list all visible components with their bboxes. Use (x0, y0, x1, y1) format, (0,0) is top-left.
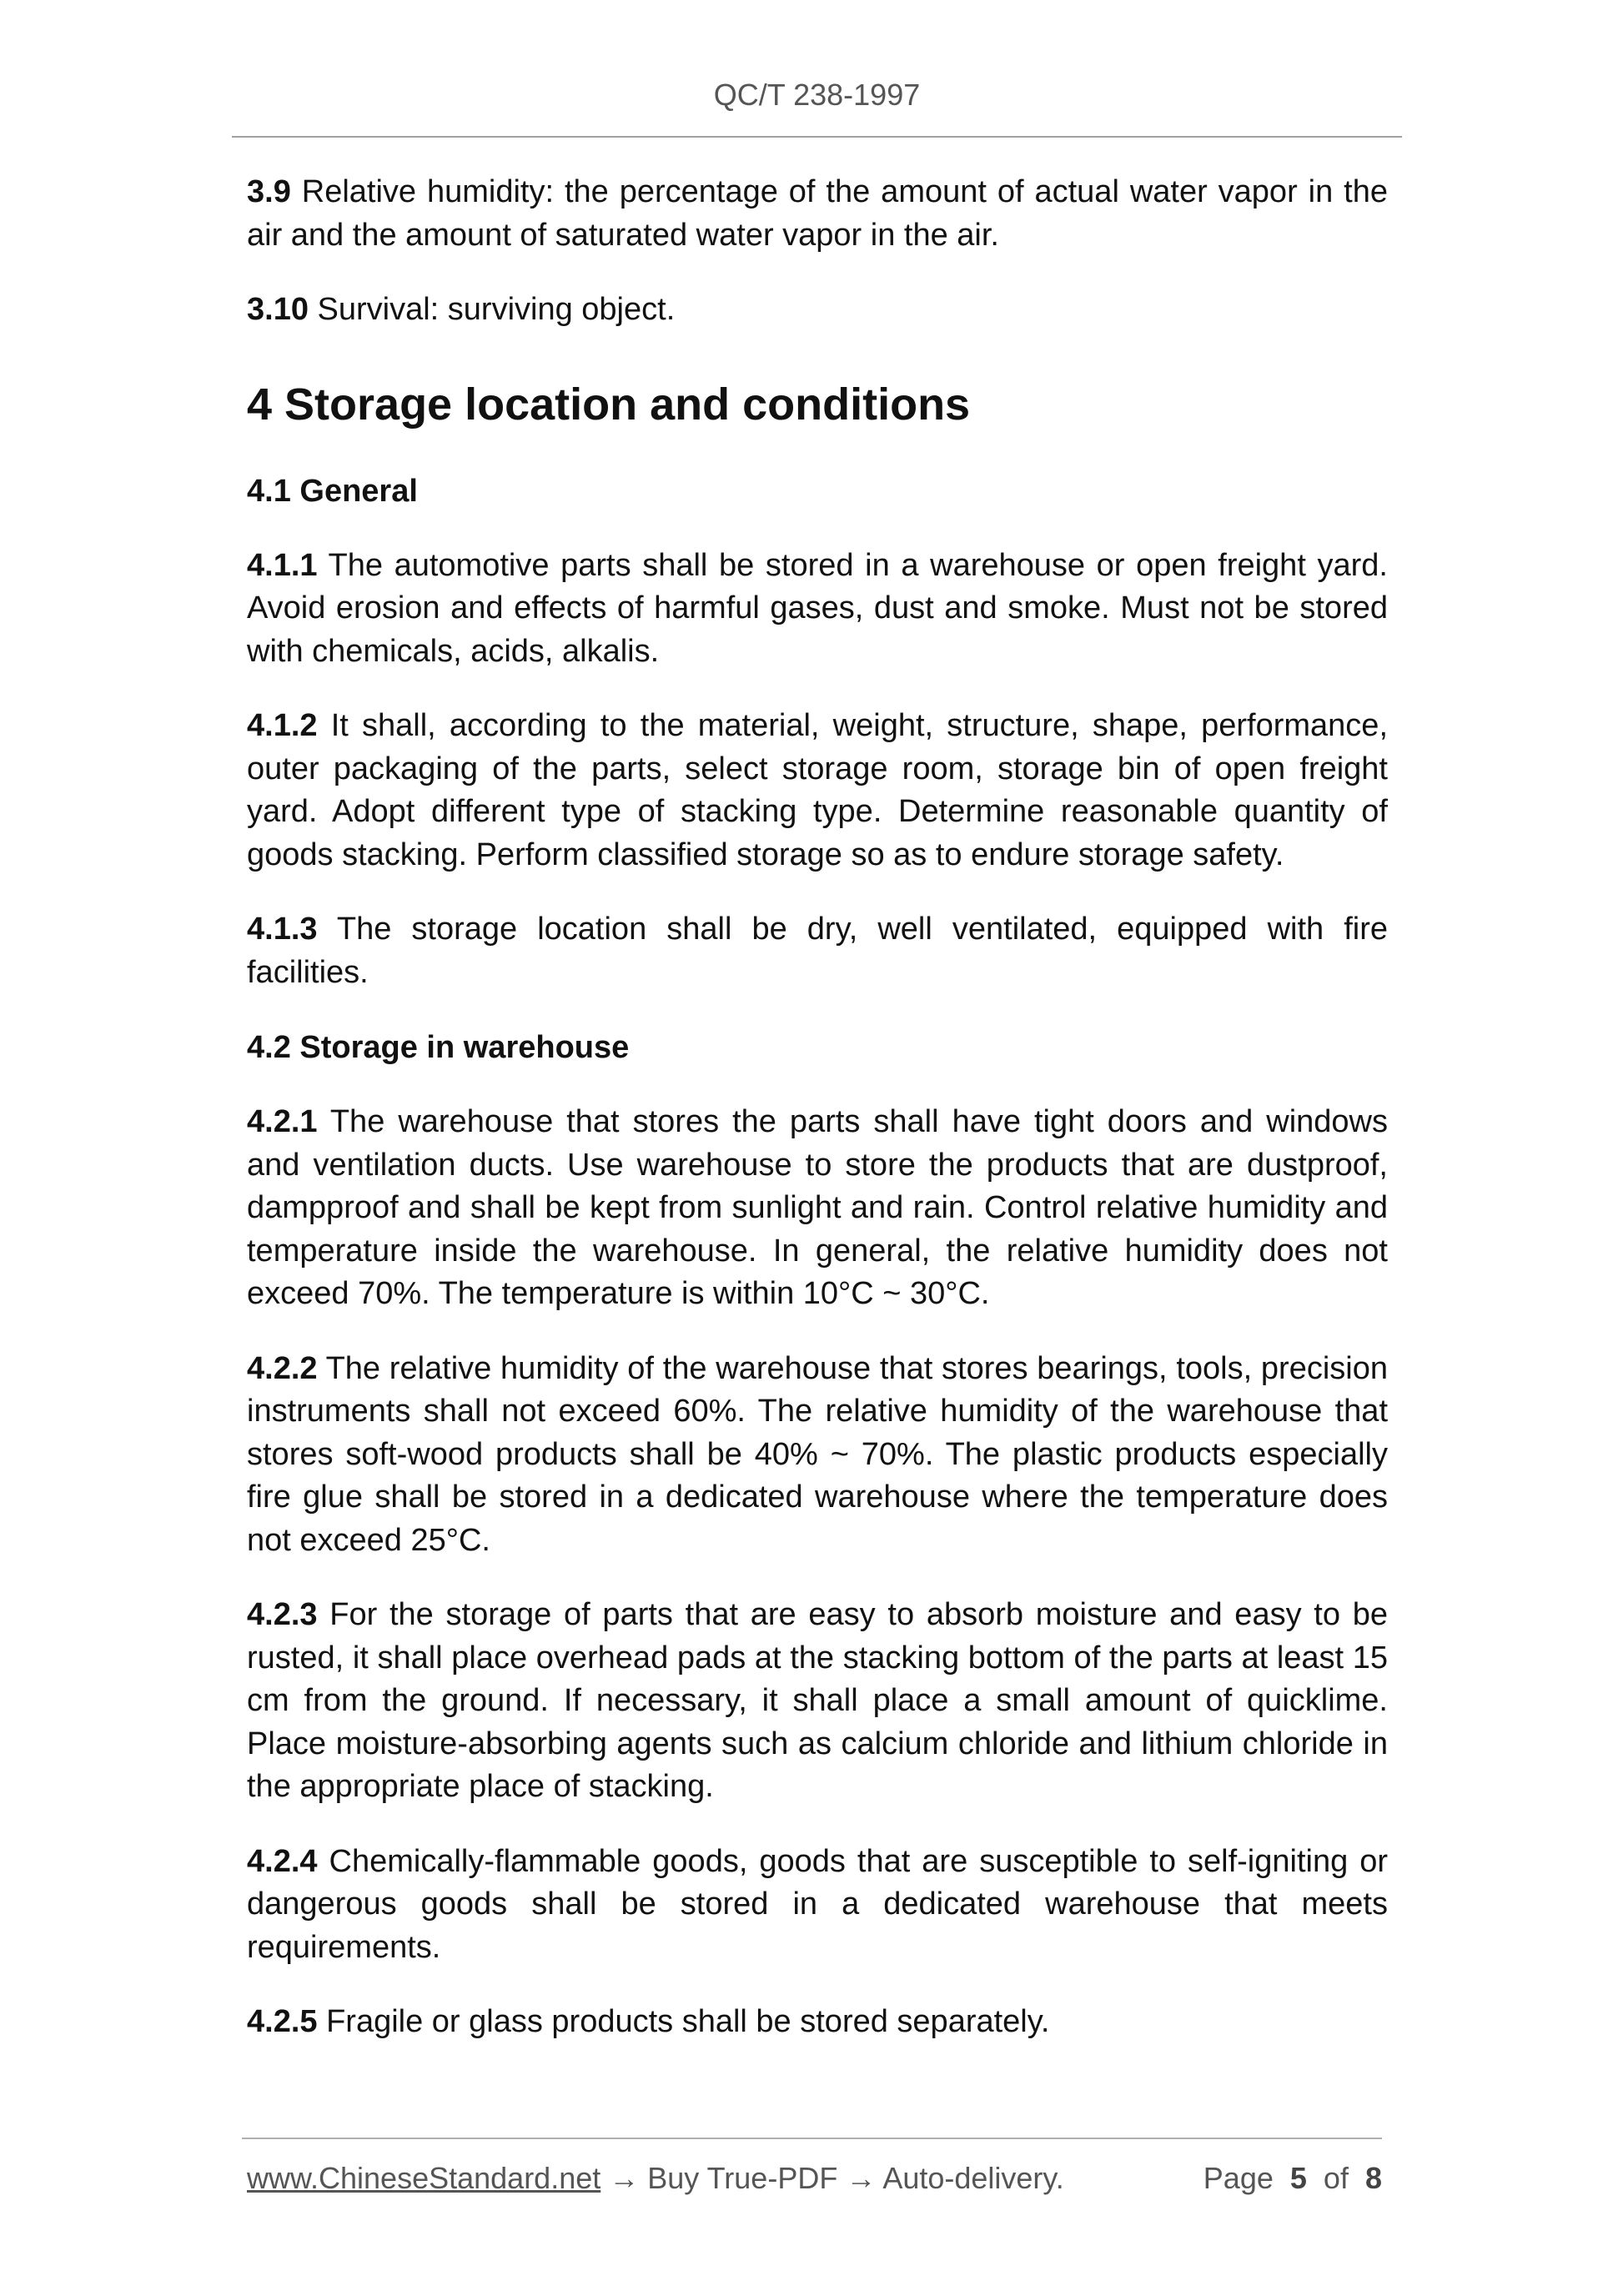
paragraph-4-2-3 (247, 1594, 1388, 1809)
paragraph-4-2-4 (247, 1841, 1388, 1970)
clause-number: 4.2.3 (247, 1597, 318, 1632)
paragraph-4-1-3 (247, 908, 1388, 994)
page-label: Page (1203, 2161, 1274, 2195)
clause-number: 3.10 (247, 292, 309, 327)
clause-number: 4.2.1 (247, 1104, 318, 1139)
clause-text: Survival: surviving object. (308, 292, 676, 327)
page-footer (247, 2158, 1382, 2198)
footer-website-link[interactable]: www.ChineseStandard.net (247, 2161, 601, 2195)
clause-number: 4.2.2 (247, 1350, 318, 1386)
clause-text: The warehouse that stores the parts shall have tight doors and windows and ventilation ducts. Use warehouse to store the products that are dustproof, dampproof and shall be kept from sunlight and rain. Control relative humidity and temperature inside the warehouse. In general, the relative humidity does not exceed 70%. The temperature is within 10°C ~ 30°C. (247, 1104, 1388, 1311)
page-number (1203, 2158, 1382, 2198)
paragraph-4-2-5 (247, 2001, 1388, 2044)
document-body (247, 171, 1388, 2076)
subsection-heading-4-1: 4.1 General (247, 473, 418, 509)
clause-number: 4.1.1 (247, 547, 318, 583)
clause-text: Chemically-flammable goods, goods that are susceptible to self-igniting or dangerous goods shall be stored in a dedicated warehouse that meets requirements. (247, 1843, 1388, 1965)
clause-text: Fragile or glass products shall be stored separately. (317, 2004, 1050, 2039)
clause-text: The relative humidity of the warehouse that stores bearings, tools, precision instruments shall not exceed 60%. The relative humidity of the warehouse that stores soft-wood products shall be 40% ~ 70%. The plastic products especially fire glue shall be stored in a dedicated warehouse where the temperature does not exceed 25°C. (247, 1350, 1388, 1558)
subsection-heading-4-2: 4.2 Storage in warehouse (247, 1030, 630, 1065)
clause-number: 4.1.3 (247, 912, 318, 947)
clause-text: The storage location shall be dry, well ventilated, equipped with fire facilities. (247, 912, 1388, 990)
paragraph-4-2-2 (247, 1348, 1388, 1563)
footer-divider (242, 2138, 1382, 2139)
page-total: 8 (1364, 2161, 1382, 2195)
clause-text: The automotive parts shall be stored in a warehouse or open freight yard. Avoid erosion and effects of harmful gases, dust and smoke. Must not be stored with chemicals, acids, alkalis. (247, 547, 1388, 669)
paragraph-3-9 (247, 171, 1388, 257)
page-of: of (1323, 2161, 1349, 2195)
clause-text: For the storage of parts that are easy to absorb moisture and easy to be rusted, it shall place overhead pads at the stacking bottom of the parts at least 15 cm from the ground. If necessary, it shall place a small amount of quicklime. Place moisture-absorbing agents such as calcium chloride and lithium chloride in the appropriate place of stacking. (247, 1597, 1388, 1804)
clause-number: 4.1.2 (247, 708, 318, 743)
paragraph-4-1-1 (247, 545, 1388, 674)
paragraph-4-2-1 (247, 1101, 1388, 1316)
clause-text: Relative humidity: the percentage of the amount of actual water vapor in the air and the amount of saturated water vapor in the air. (247, 174, 1388, 253)
clause-number: 4.2.4 (247, 1843, 318, 1879)
header-divider (232, 136, 1402, 138)
section-heading-4: 4 Storage location and conditions (247, 379, 971, 430)
paragraph-3-10 (247, 289, 1388, 332)
clause-number: 3.9 (247, 174, 291, 209)
clause-number: 4.2.5 (247, 2004, 318, 2039)
footer-tagline: → Buy True-PDF → Auto-delivery. (600, 2161, 1064, 2195)
page-header-doc-id: QC/T 238-1997 (713, 78, 921, 112)
clause-text: It shall, according to the material, weight, structure, shape, performance, outer packaging of the parts, select storage room, storage bin of open freight yard. Adopt different type of stacking type. Determine reasonable quantity of goods stacking. Perform classified storage so as to endure storage safety. (247, 708, 1388, 872)
page-current: 5 (1289, 2161, 1307, 2195)
paragraph-4-1-2 (247, 705, 1388, 877)
